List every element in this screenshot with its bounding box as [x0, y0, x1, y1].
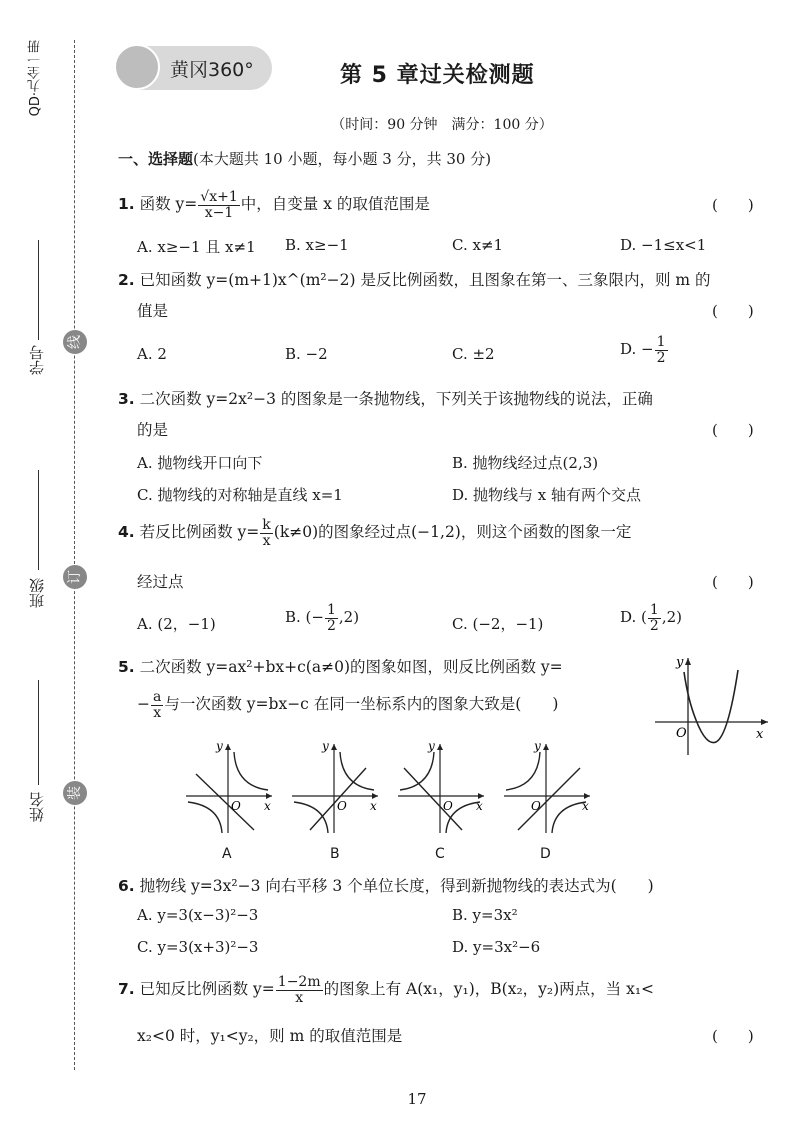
svg-text:y: y	[216, 739, 223, 753]
svg-text:O: O	[231, 799, 241, 813]
q2-option-d[interactable]: D. − $\frac{1}{2}$	[620, 334, 666, 366]
xian-mark: 线	[63, 330, 87, 354]
name-label: 姓名	[28, 792, 46, 822]
choice-label-b: B	[330, 846, 340, 862]
binding-dashed-line	[74, 40, 75, 1070]
svg-text:y: y	[534, 739, 541, 753]
choice-label-c: C	[435, 846, 445, 862]
question-4: 4. 若反比例函数 y= $\frac{k}{x}$ (k≠0)的图象经过点(−1,2)，则这个函数的图象一定	[118, 517, 632, 549]
choice-label-a: A	[222, 846, 232, 862]
zhuang-mark: 装	[63, 781, 87, 805]
q2-option-a[interactable]: A. 2	[137, 345, 167, 363]
answer-paren-4[interactable]: ( )	[712, 573, 754, 591]
svg-text:O: O	[337, 799, 347, 813]
page-title: 第 5 章过关检测题	[340, 63, 535, 88]
q3-option-d[interactable]: D. 抛物线与 x 轴有两个交点	[452, 486, 642, 504]
logo-mascot-icon	[114, 44, 160, 90]
page-number: 17	[407, 1090, 427, 1108]
answer-paren-7[interactable]: ( )	[712, 1027, 754, 1045]
book-tag: QD·九全一册	[28, 40, 43, 117]
question-6: 6. 抛物线 y=3x²−3 向右平移 3 个单位长度，得到新抛物线的表达式为( )	[118, 877, 654, 895]
student-id-label: 学号	[28, 345, 46, 375]
choice-graph-c[interactable]	[394, 738, 490, 838]
answer-paren-2[interactable]: ( )	[712, 302, 754, 320]
q1-option-a[interactable]: A. x≥−1 且 x≠1	[137, 238, 256, 256]
choice-graph-b[interactable]	[288, 738, 384, 838]
svg-text:O: O	[443, 799, 453, 813]
svg-text:x: x	[476, 799, 483, 813]
q2-option-b[interactable]: B. −2	[285, 345, 328, 363]
choice-graph-a[interactable]	[182, 738, 278, 838]
y-axis-label: y	[676, 655, 684, 670]
q3-option-b[interactable]: B. 抛物线经过点(2,3)	[452, 454, 599, 472]
student-id-blank	[38, 240, 39, 340]
svg-text:x: x	[582, 799, 589, 813]
logo-text: 黄冈360°	[170, 59, 254, 81]
svg-text:O: O	[531, 799, 541, 813]
question-4-line2: 经过点	[137, 573, 184, 591]
origin-label: O	[676, 726, 687, 741]
q4-option-d[interactable]: D. ( $\frac{1}{2}$ ,2)	[620, 602, 682, 634]
name-blank	[38, 680, 39, 785]
answer-paren-1[interactable]: ( )	[712, 196, 754, 214]
x-axis-label: x	[756, 727, 764, 742]
ding-mark: 订	[63, 565, 87, 589]
q4-option-c[interactable]: C. (−2，−1)	[452, 615, 544, 633]
question-5: 5. 二次函数 y=ax²+bx+c(a≠0)的图象如图，则反比例函数 y=	[118, 658, 563, 676]
section-heading: 一、选择题(本大题共 10 小题，每小题 3 分，共 30 分)	[118, 150, 492, 168]
parabola-graph	[650, 650, 775, 760]
choice-graph-d[interactable]	[500, 738, 596, 838]
question-1: 1. 函数 y= $\frac{√x+1}{x-1}$ 中，自变量 x 的取值范围是	[118, 189, 430, 221]
q2-option-c[interactable]: C. ±2	[452, 345, 495, 363]
answer-paren-3[interactable]: ( )	[712, 421, 754, 439]
q6-option-b[interactable]: B. y=3x²	[452, 906, 518, 924]
q3-option-c[interactable]: C. 抛物线的对称轴是直线 x=1	[137, 486, 343, 504]
q3-option-a[interactable]: A. 抛物线开口向下	[137, 454, 263, 472]
question-7-line2: x₂<0 时，y₁<y₂，则 m 的取值范围是	[137, 1027, 403, 1045]
q6-option-a[interactable]: A. y=3(x−3)²−3	[137, 906, 259, 924]
question-2: 2. 已知函数 y=(m+1)x^(m²−2) 是反比例函数，且图象在第一、三象限内，则 m 的	[118, 271, 711, 289]
question-3-line2: 的是	[137, 421, 169, 439]
svg-text:y: y	[428, 739, 435, 753]
q6-option-d[interactable]: D. y=3x²−6	[452, 938, 541, 956]
class-blank	[38, 470, 39, 570]
exam-time-info: （时间：90 分钟 满分：100 分）	[331, 117, 553, 133]
class-label: 班级	[28, 578, 46, 608]
q4-option-b[interactable]: B. (− $\frac{1}{2}$ ,2)	[285, 602, 360, 634]
q1-option-b[interactable]: B. x≥−1	[285, 236, 349, 254]
svg-text:x: x	[370, 799, 377, 813]
choice-label-d: D	[540, 846, 551, 862]
q4-option-a[interactable]: A. (2，−1)	[137, 615, 216, 633]
question-2-line2: 值是	[137, 302, 169, 320]
question-7: 7. 已知反比例函数 y= $\frac{1-2m}{x}$ 的图象上有 A(x₁，y₁)，B(x₂，y₂)两点，当 x₁<	[118, 974, 655, 1006]
q1-option-c[interactable]: C. x≠1	[452, 236, 504, 254]
question-3: 3. 二次函数 y=2x²−3 的图象是一条抛物线，下列关于该抛物线的说法，正确	[118, 390, 653, 408]
svg-text:y: y	[322, 739, 329, 753]
q1-option-d[interactable]: D. −1≤x<1	[620, 236, 707, 254]
question-5-line2: − $\frac{a}{x}$ 与一次函数 y=bx−c 在同一坐标系内的图象大致是( )	[137, 689, 559, 721]
svg-text:x: x	[264, 799, 271, 813]
q6-option-c[interactable]: C. y=3(x+3)²−3	[137, 938, 259, 956]
